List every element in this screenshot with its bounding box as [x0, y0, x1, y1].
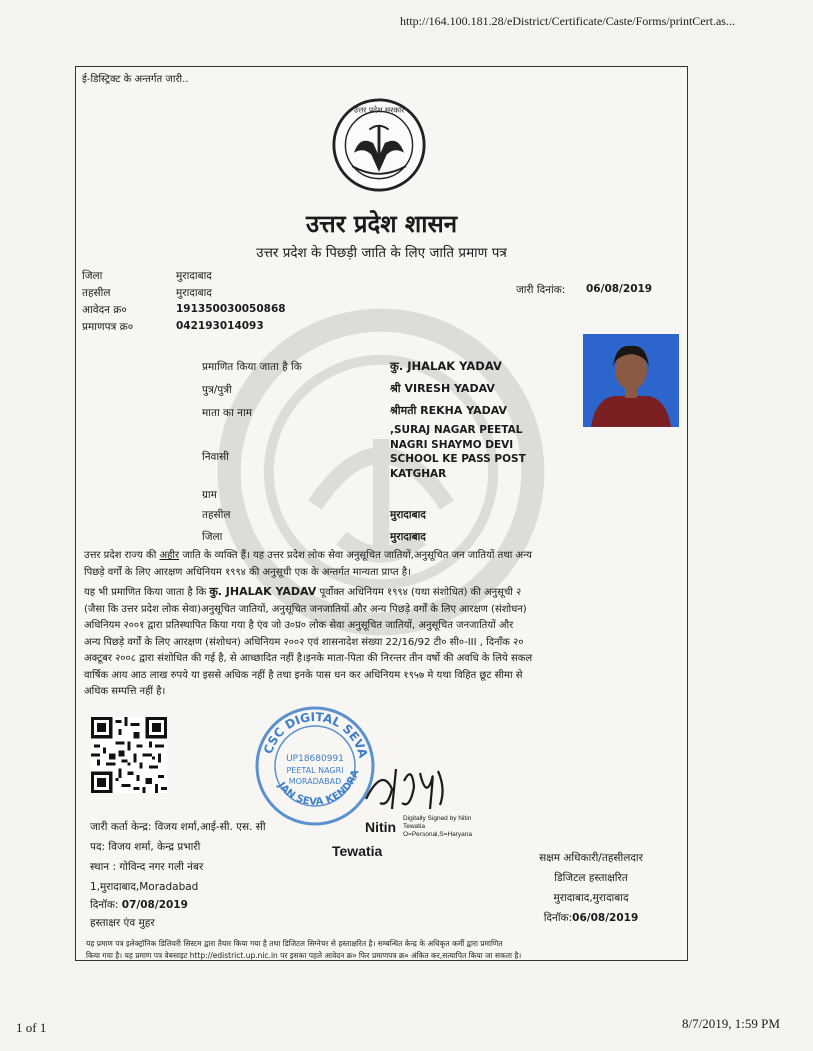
- meta-certificate-label: प्रमाणपत्र क्र०: [82, 321, 134, 333]
- issuer-date-value: 07/08/2019: [121, 899, 188, 911]
- svg-text:JAN SEVA KENDRA: JAN SEVA KENDRA: [275, 768, 362, 808]
- authority-date-value: 06/08/2019: [572, 912, 639, 924]
- issuer-date: [90, 898, 188, 912]
- page-count: 1 of 1: [16, 1020, 47, 1035]
- parent-label: पुत्र/पुत्री: [202, 384, 232, 396]
- issuing-center: जारी कर्ता केन्द्र: विजय शर्मा,आई-सी. एस. सी: [90, 821, 266, 833]
- certificate-body: [84, 548, 680, 701]
- issued-under-text: ई-डिस्ट्रिक्ट के अन्तर्गत जारी..: [82, 74, 189, 85]
- body-text: अधिनियम २००१ द्वारा प्रतिस्थापित किया गया है एंव जो उ०प्र० लोक सेवा अनुसूचित जातियों, अनुसूचित जनजातियों और: [84, 620, 514, 631]
- verification-notice: [86, 938, 682, 961]
- digital-signature-details: [403, 815, 472, 839]
- body-text: जाति के व्यक्ति हैं। यह उत्तर प्रदेश लोक सेवा अनुसूचित जातियों,अनुसूचित जन जातियों तथा अन्य: [182, 550, 532, 561]
- certificate-frame: [75, 66, 688, 961]
- meta-certificate-number: 042193014093: [176, 320, 264, 332]
- svg-text:PEETAL NAGRI: PEETAL NAGRI: [286, 766, 344, 775]
- up-state-emblem-icon: [331, 97, 427, 193]
- digital-signature-line: Digitally Signed by Nitin: [403, 815, 472, 822]
- address-line: NAGRI SHAYMO DEVI: [390, 438, 514, 451]
- svg-text:CSC DIGITAL SEVA: CSC DIGITAL SEVA: [260, 709, 371, 760]
- issuer-location-2: 1,मुरादाबाद,Moradabad: [90, 881, 199, 893]
- body-text: उत्तर प्रदेश राज्य की: [84, 550, 157, 561]
- body-text: (जैसा कि उत्तर प्रदेश लोक सेवा)अनुसूचित जातियों, अनुसूचित जनजातियों और अन्य पिछड़े वर्गों के लिए आरक्षण (संशोधन): [84, 603, 527, 615]
- body-text: पूर्वोक्त अधिनियम १९९४ (यथा संशोधित) की अनुसूची २: [319, 587, 522, 598]
- details-district-value: मुरादाबाद: [390, 531, 426, 543]
- certificate-title: उत्तर प्रदेश शासन: [305, 210, 458, 238]
- svg-text:UP18680991: UP18680991: [286, 754, 344, 764]
- body-applicant-name: कु. JHALAK YADAV: [209, 585, 317, 598]
- authority-date: [516, 908, 666, 928]
- body-text: पिछड़े वर्गों के लिए आरक्षण अधिनियम १९९४ की अनुसूची एक के अन्तर्गत मान्यता प्राप्त है।: [84, 566, 411, 578]
- svg-text:MORADABAD: MORADABAD: [288, 777, 342, 786]
- address-line: ,SURAJ NAGAR PEETAL: [390, 424, 523, 436]
- digital-signer-name-1: Nitin: [365, 819, 397, 835]
- body-text: यह भी प्रमाणित किया जाता है कि: [84, 587, 207, 598]
- details-district-label: जिला: [202, 531, 223, 543]
- resident-label: निवासी: [202, 451, 229, 463]
- caste-name: अहीर: [159, 550, 180, 561]
- address-line: SCHOOL KE PASS POST: [390, 453, 526, 465]
- details-tehsil-value: मुरादाबाद: [390, 509, 426, 521]
- details-tehsil-label: तहसील: [202, 509, 231, 521]
- certify-label: प्रमाणित किया जाता है कि: [202, 361, 302, 373]
- issuer-date-label: दिनॉक:: [90, 899, 119, 911]
- issue-date-label: जारी दिनांक:: [516, 284, 566, 296]
- notice-line: यह प्रमाण पत्र इलेक्ट्रॉनिक डिलिवरी सिस्टम द्वारा तैयार किया गया है तथा डिजिटल सिग्नेचर से हस्ताक्षरित है। सम्बन्धित केन्द्र के अधिकृत कर्मी द्वारा प्रमाणित: [86, 939, 503, 948]
- print-url: http://164.100.181.28/eDistrict/Certificate/Caste/Forms/printCert.as...: [400, 14, 735, 28]
- village-label: ग्राम: [202, 489, 217, 501]
- notice-line: किया गया है। यह प्रमाण पत्र वेबसाइट http://edistrict.up.nic.in पर इसका पहले आवेदन क्र० फिर प्रमाणपत्र क्र० अंकित कर,सत्यापित किया जा सकता है।: [86, 951, 522, 960]
- issuer-designation: पद: विजय शर्मा, केन्द्र प्रभारी: [90, 841, 201, 853]
- meta-tehsil-value: मुरादाबाद: [176, 287, 212, 299]
- competent-authority-block: [516, 848, 666, 928]
- mother-name: श्रीमती REKHA YADAV: [390, 404, 508, 417]
- body-text: अक्टूबर २००८ द्वारा संशोधित की गई है, से आच्छादित नहीं है।इनके माता-पिता की निरन्तर तीन वर्षो की अवधि के लिये सकल: [84, 653, 533, 664]
- meta-district-value: मुरादाबाद: [176, 270, 212, 282]
- address-line: KATGHAR: [390, 467, 447, 480]
- issue-date-value: 06/08/2019: [586, 283, 653, 295]
- print-datetime: 8/7/2019, 1:59 PM: [682, 1016, 780, 1031]
- qr-code-icon: [91, 717, 167, 793]
- csc-seal-stamp: [252, 703, 378, 829]
- authority-location: मुरादाबाद,मुरादाबाद: [553, 892, 629, 904]
- handwritten-signature: [362, 759, 450, 815]
- certificate-subtitle: उत्तर प्रदेश के पिछड़ी जाति के लिए जाति प्रमाण पत्र: [256, 245, 507, 261]
- digital-signer-name-2: Tewatia: [332, 843, 383, 859]
- issuer-location: स्थान : गोविन्द नगर गली नंबर: [90, 861, 204, 873]
- meta-application-number: 191350030050868: [176, 303, 286, 315]
- authority-digital-signed: डिजिटल हस्ताक्षरित: [554, 872, 628, 884]
- digital-signature-line: O=Personal,S=Haryana: [403, 831, 473, 838]
- svg-text:उत्तर प्रदेश सरकार: उत्तर प्रदेश सरकार: [353, 105, 405, 115]
- authority-title: सक्षम अधिकारी/तहसीलदार: [539, 852, 643, 864]
- applicant-photo: [583, 334, 679, 427]
- meta-tehsil-label: तहसील: [82, 287, 111, 299]
- body-text: अन्य पिछड़े वर्गों के लिए आरक्षण (संशोधन) अधिनियम २००२ एवं शासनादेश संख्या 22/16/92 टी० सी०-III , दिनाँक २०: [84, 636, 524, 648]
- father-name: श्री VIRESH YADAV: [390, 382, 495, 395]
- body-text: अधिक सम्पत्ति नहीं है।: [84, 686, 166, 697]
- mother-label: माता का नाम: [202, 407, 252, 419]
- digital-signature-line: Tewatia: [403, 823, 426, 830]
- meta-district-label: जिला: [82, 270, 103, 282]
- address-block: [390, 423, 526, 481]
- applicant-name: कु. JHALAK YADAV: [390, 359, 502, 373]
- sign-and-seal-label: हस्ताक्षर एंव मुहर: [90, 917, 155, 929]
- meta-application-label: आवेदन क्र०: [82, 304, 127, 316]
- authority-date-label: दिनॉक:: [543, 912, 573, 924]
- body-text: वार्षिक आय आठ लाख रुपये या इससे अधिक नहीं है तथा इनके पास धन कर अधिनियम १९५७ मे यथा विहित छूट सीमा से: [84, 669, 523, 681]
